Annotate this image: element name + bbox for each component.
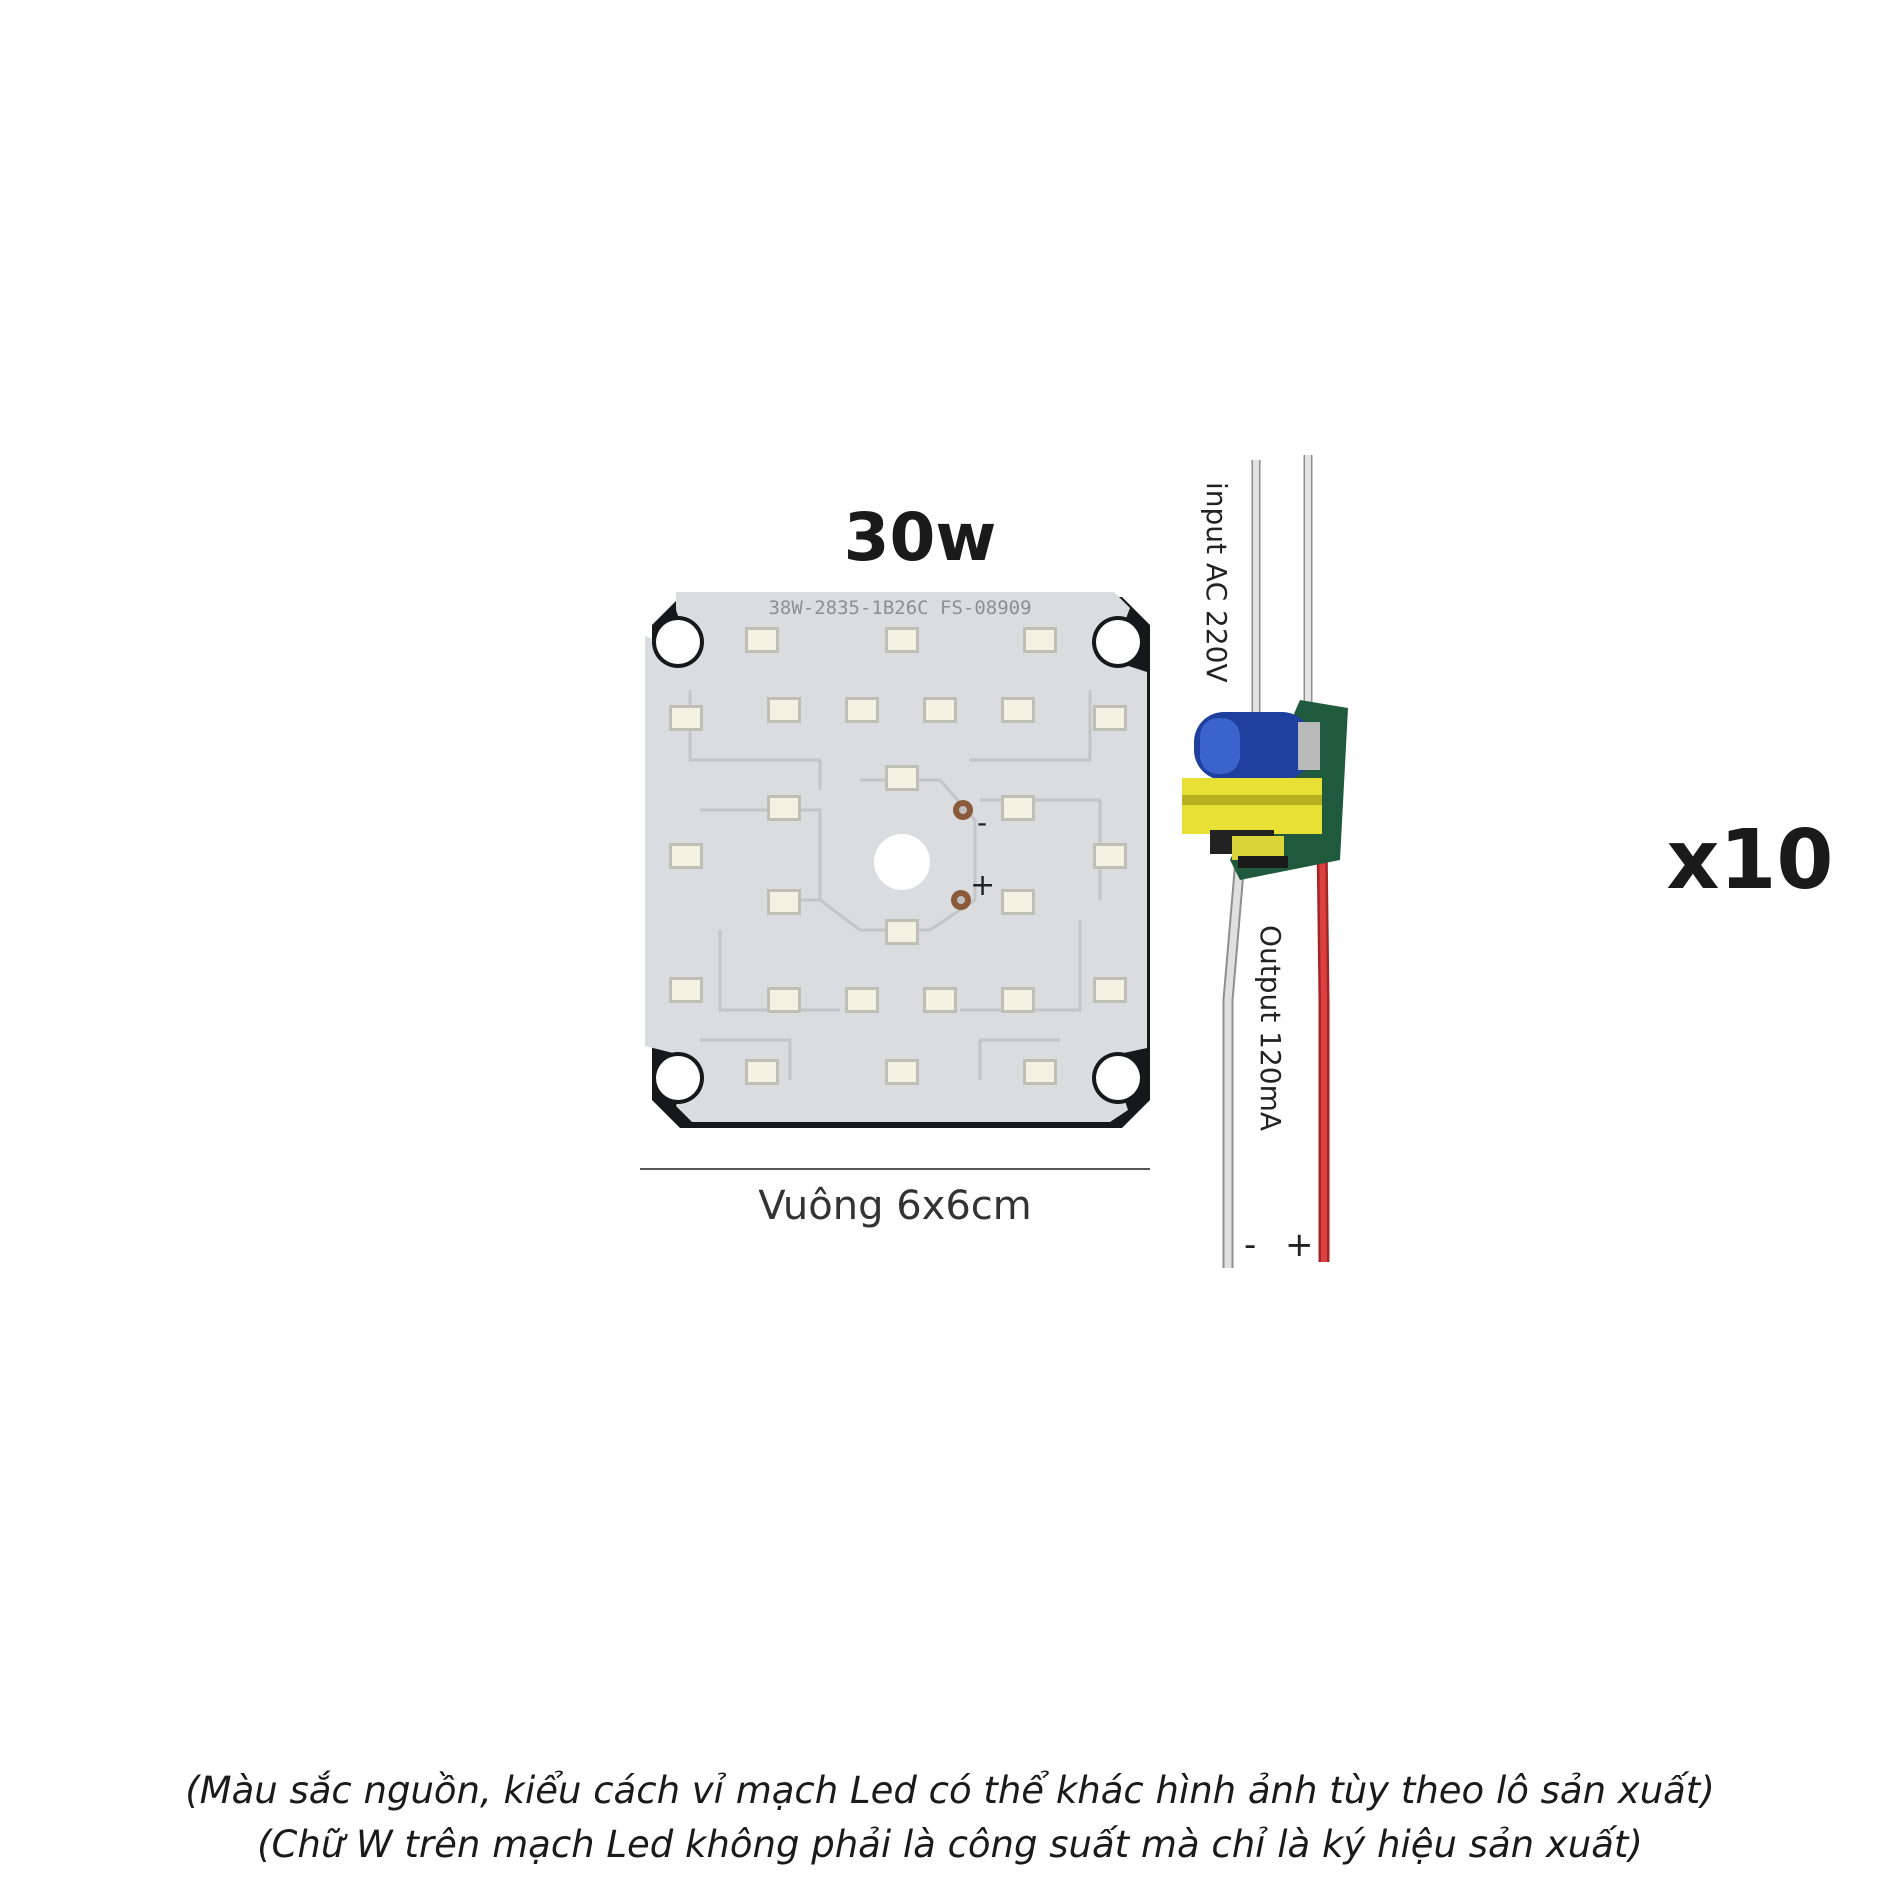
pad-plus-label: +: [970, 868, 996, 903]
wattage-heading: 30w: [843, 499, 997, 576]
driver-input-label: input AC 220V: [1200, 482, 1233, 683]
note-line-2: (Chữ W trên mạch Led không phải là công suất mà chỉ là ký hiệu sản xuất): [257, 1822, 1643, 1866]
size-dimension-line: [640, 1168, 1150, 1170]
size-label: Vuông 6x6cm: [758, 1183, 1032, 1229]
wire-plus-label: +: [1285, 1225, 1314, 1265]
note-line-1: (Màu sắc nguồn, kiểu cách vỉ mạch Led có thể khác hình ảnh tùy theo lô sản xuất): [185, 1769, 1715, 1812]
driver-output-label: Output 120mA: [1254, 925, 1287, 1132]
wire-minus-label: -: [1244, 1225, 1257, 1265]
pad-minus-label: -: [977, 806, 988, 839]
notes-block: [0, 1764, 1900, 1871]
quantity-label: x10: [1666, 813, 1834, 908]
board-silkscreen: 38W-2835-1B26C FS-08909: [768, 597, 1032, 619]
transformer: [1182, 778, 1322, 834]
